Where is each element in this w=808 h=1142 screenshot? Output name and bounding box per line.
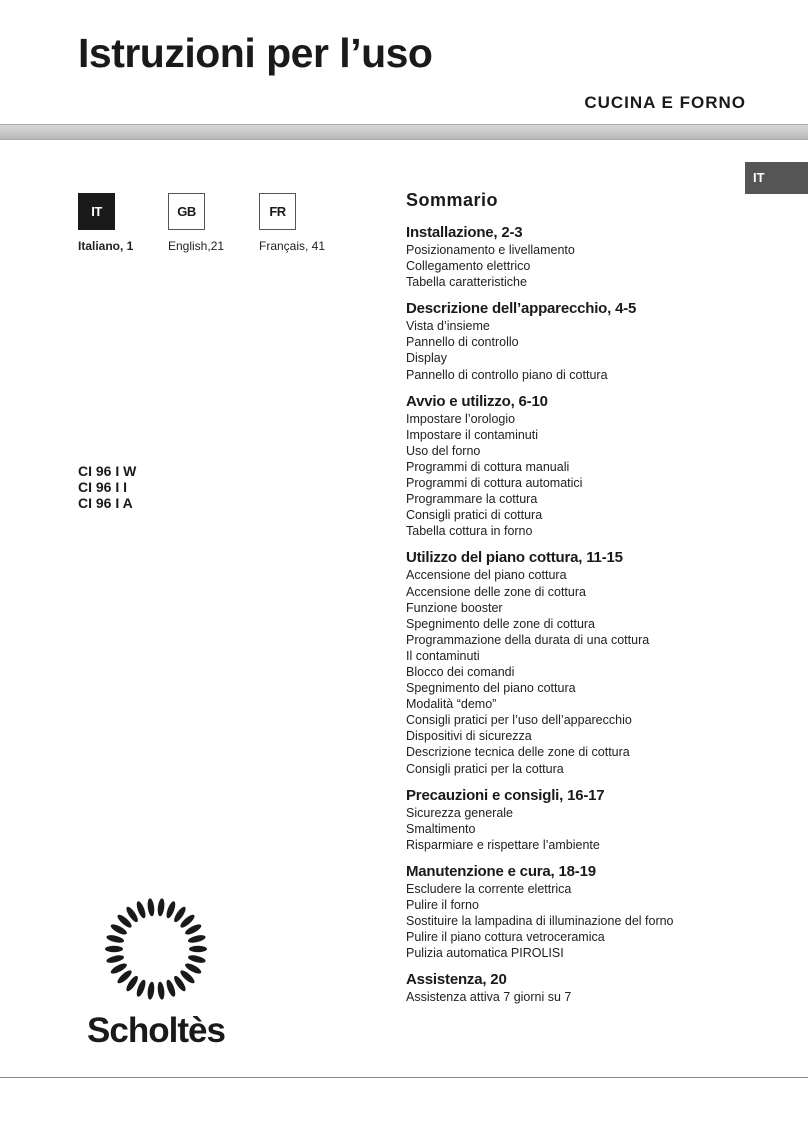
toc-item[interactable]: Consigli pratici per l’uso dell’apparecchio <box>406 713 632 728</box>
toc-item[interactable]: Collegamento elettrico <box>406 259 531 274</box>
toc-item[interactable]: Blocco dei comandi <box>406 664 515 679</box>
toc-section <box>406 392 736 540</box>
toc-item[interactable]: Smaltimento <box>406 821 476 836</box>
sun-ray <box>157 981 166 1000</box>
toc-item[interactable]: Display <box>406 351 447 366</box>
toc-section-heading[interactable]: Installazione, 2-3 <box>406 224 523 241</box>
table-of-contents <box>406 190 736 1014</box>
toc-item[interactable]: Posizionamento e livellamento <box>406 243 575 257</box>
sun-ray <box>105 946 123 952</box>
toc-item[interactable]: Pannello di controllo piano di cottura <box>406 367 608 382</box>
toc-section-heading[interactable]: Manutenzione e cura, 18-19 <box>406 862 596 880</box>
toc-item[interactable]: Impostare l’orologio <box>406 411 516 426</box>
toc-item[interactable]: Risparmiare e rispettare l’ambiente <box>406 837 600 852</box>
toc-section-heading[interactable]: Precauzioni e consigli, 16-17 <box>406 786 605 804</box>
language-label-gb: English,21 <box>168 239 225 253</box>
language-box-fr[interactable]: FR <box>259 193 296 230</box>
toc-item[interactable]: Programmi di cottura automatici <box>406 476 583 491</box>
sun-ray <box>187 934 206 945</box>
toc-sections <box>406 223 736 1005</box>
toc-section-heading[interactable]: Utilizzo del piano cottura, 11-15 <box>406 549 623 567</box>
toc-section-heading[interactable]: Assistenza, 20 <box>406 971 507 989</box>
toc-item[interactable]: Pannello di controllo <box>406 335 519 350</box>
language-box-gb[interactable]: GB <box>168 193 205 230</box>
page-title: Istruzioni per l’uso <box>78 30 433 76</box>
model-list <box>78 463 136 511</box>
language-box-it[interactable]: IT <box>78 193 115 230</box>
toc-item[interactable]: Programmazione della durata di una cottura <box>406 632 650 647</box>
model-code: CI 96 I A <box>78 495 133 511</box>
toc-item[interactable]: Descrizione tecnica delle zone di cottura <box>406 745 630 760</box>
toc-item[interactable]: Impostare il contaminuti <box>406 427 539 442</box>
toc-item[interactable]: Pulire il piano cottura vetroceramica <box>406 930 605 945</box>
toc-item[interactable]: Sostituire la lampadina di illuminazione del forno <box>406 914 674 929</box>
toc-item[interactable]: Dispositivi di sicurezza <box>406 729 532 744</box>
toc-item[interactable]: Vista d’insieme <box>406 319 490 334</box>
sun-ray <box>106 934 125 945</box>
toc-section <box>406 786 736 853</box>
toc-item[interactable]: Modalità “demo” <box>406 697 497 712</box>
toc-section <box>406 862 736 961</box>
toc-item[interactable]: Pulizia automatica PIROLISI <box>406 946 564 961</box>
sun-ray <box>147 898 156 917</box>
toc-item[interactable]: Escludere la corrente elettrica <box>406 881 572 896</box>
toc-item[interactable]: Programmi di cottura manuali <box>406 459 570 474</box>
toc-section-heading[interactable]: Avvio e utilizzo, 6-10 <box>406 392 548 410</box>
model-code: CI 96 I W <box>78 463 137 479</box>
toc-section <box>406 970 736 1005</box>
toc-section <box>406 223 736 290</box>
sun-ray <box>157 898 166 917</box>
toc-item[interactable]: Accensione delle zone di cottura <box>406 584 586 599</box>
toc-section <box>406 299 736 382</box>
sun-ray <box>189 946 207 952</box>
model-code: CI 96 I I <box>78 479 128 495</box>
brand-name: Scholtès <box>87 1011 225 1050</box>
toc-item[interactable]: Tabella caratteristiche <box>406 275 527 290</box>
sun-logo-icon <box>100 893 212 1005</box>
toc-item[interactable]: Programmare la cottura <box>406 492 538 507</box>
toc-item[interactable]: Assistenza attiva 7 giorni su 7 <box>406 990 572 1005</box>
toc-item[interactable]: Accensione del piano cottura <box>406 568 567 583</box>
toc-section <box>406 548 736 776</box>
language-label-it: Italiano, 1 <box>78 239 134 253</box>
header-divider-bar <box>0 124 808 140</box>
toc-item[interactable]: Tabella cottura in forno <box>406 524 533 539</box>
toc-item[interactable]: Pulire il forno <box>406 898 479 912</box>
toc-item[interactable]: Sicurezza generale <box>406 805 514 820</box>
language-side-tab: IT <box>745 162 808 194</box>
toc-item[interactable]: Spegnimento del piano cottura <box>406 681 576 696</box>
sun-ray <box>147 981 156 1000</box>
toc-item[interactable]: Funzione booster <box>406 600 503 615</box>
toc-item[interactable]: Consigli pratici per la cottura <box>406 761 564 776</box>
toc-item[interactable]: Consigli pratici di cottura <box>406 508 543 523</box>
sun-ray <box>106 954 125 965</box>
toc-title: Sommario <box>406 190 499 210</box>
toc-item[interactable]: Il contaminuti <box>406 648 480 663</box>
toc-item[interactable]: Spegnimento delle zone di cottura <box>406 616 596 631</box>
language-label-fr: Français, 41 <box>259 239 326 253</box>
toc-item[interactable]: Uso del forno <box>406 443 481 458</box>
sun-ray <box>187 954 206 965</box>
product-category: CUCINA E FORNO <box>584 93 746 112</box>
toc-section-heading[interactable]: Descrizione dell’apparecchio, 4-5 <box>406 300 637 318</box>
footer-divider <box>0 1077 808 1078</box>
